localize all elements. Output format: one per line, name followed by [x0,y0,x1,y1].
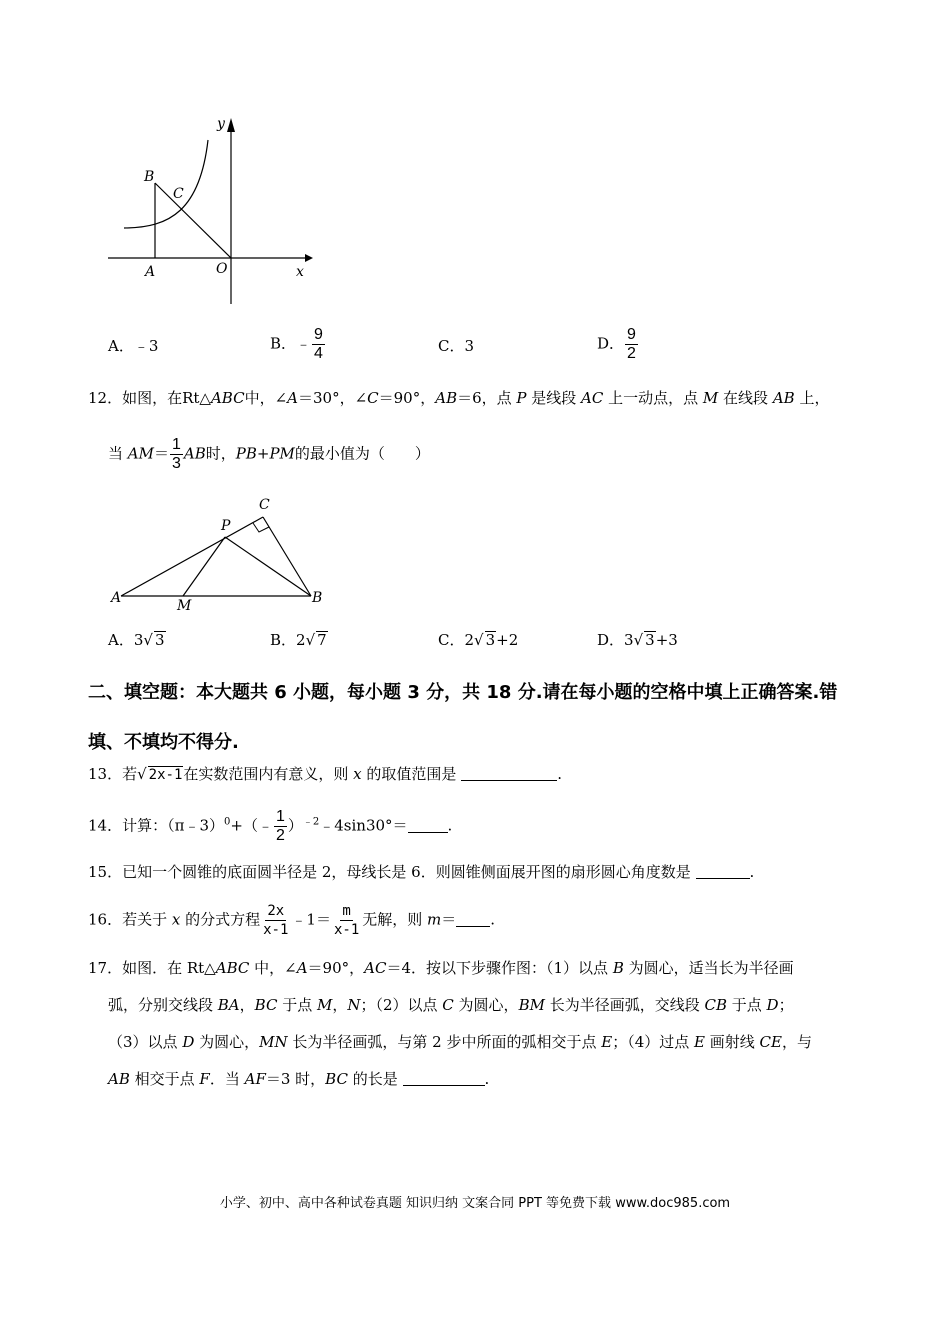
y-axis-arrow [227,118,235,132]
label-b: B [312,590,323,606]
right-angle-mark [253,523,269,532]
answer-blank[interactable] [408,818,448,833]
answer-blank[interactable] [696,864,750,879]
fraction: $\frac{m}{x-1}$ [333,903,360,938]
q15: 15．已知一个圆锥的底面圆半径是 2，母线长是 6．则圆锥侧面展开图的扇形圆心角度数是 . [88,863,755,881]
fraction: $\frac{9}{2}$ [627,326,636,362]
segment-pm [183,537,225,596]
q11-option-d: D． $\frac{9}{2}$ [597,326,636,362]
segment-pb [225,537,311,596]
q11-option-c: C．3 [438,337,475,355]
q17-line2: 弧，分别交线段 BA，BC 于点 M，N；（2）以点 C 为圆心，BM 长为半径画弧，交线段 CB 于点 D； [108,996,794,1014]
q12-option-c: C．2√ 3+2 [438,631,519,649]
answer-blank[interactable] [403,1071,485,1086]
section-heading-line1: 二、填空题：本大题共 6 小题，每小题 3 分，共 18 分.请在每小题的空格中填上正确答案.错 [88,682,838,703]
q17-line1: 17．如图．在 Rt△ABC 中，∠A＝90°，AC＝4．按以下步骤作图：（1）以点 B 为圆心，适当长为半径画 [88,959,794,977]
label-a: A [111,590,122,606]
q12-option-a: A．3√ 3 [108,631,165,649]
label-a: A [145,264,156,280]
section-heading-line2: 填、不填均不得分. [88,732,239,753]
q12-option-d: D．3√ 3+3 [597,631,678,649]
answer-blank[interactable] [456,912,490,927]
label-y: y [217,116,225,132]
q12-option-b: B．2√ 7 [270,631,327,649]
label-b: B [144,169,155,185]
q12-line1: 12．如图，在Rt△ABC中，∠A＝30°，∠C＝90°，AB＝6，点 P 是线段 AC 上一动点，点 M 在线段 AB 上， [88,389,830,407]
fraction: $\frac{9}{4}$ [314,326,323,362]
label-c: C [173,186,184,202]
label-p: P [221,518,231,534]
q12-line2: 当 AM＝ $\frac{1}{3}$ AB时，PB+PM的最小值为（ ） [108,436,430,472]
q17-line4: AB 相交于点 F．当 AF＝3 时，BC 的长是 . [108,1070,490,1088]
q13: 13．若√ 2x-1在实数范围内有意义，则 x 的取值范围是 . [88,765,562,783]
label-o: O [216,261,228,277]
q17-line3: （3）以点 D 为圆心，MN 长为半径画弧，与第 2 步中所面的弧相交于点 E；（4）过点 E 画射线 CE，与 [108,1033,812,1051]
q16: 16．若关于 x 的分式方程 $\frac{2x}{x-1}$ ﹣1＝ $\frac{m}{x-1}$ 无解，则 m＝ . [88,903,496,938]
label-c: C [259,497,270,513]
segment-cb [263,517,311,596]
answer-blank[interactable] [461,766,557,781]
page-footer: 小学、初中、高中各种试卷真题 知识归纳 文案合同 PPT 等免费下载 www.doc985.com [219,1196,731,1211]
label-x: x [296,264,304,280]
label-m: M [177,598,192,614]
hyperbola-curve [124,140,208,228]
figure-hyperbola-triangle [100,110,320,310]
fraction: $\frac{2x}{x-1}$ [263,903,289,938]
q14: 14．计算：（π﹣3）$^0$+（﹣ $\frac{1}{2}$ ）$^{﹣2}$﹣4sin30°＝ . [88,808,453,844]
q11-option-a: A．﹣3 [108,337,159,355]
x-axis-arrow [305,254,313,262]
figure-right-triangle [105,492,335,618]
fraction: $\frac{1}{3}$ [172,436,181,472]
q11-option-b: B．﹣ $\frac{9}{4}$ [270,326,323,362]
fraction: $\frac{1}{2}$ [275,808,285,844]
